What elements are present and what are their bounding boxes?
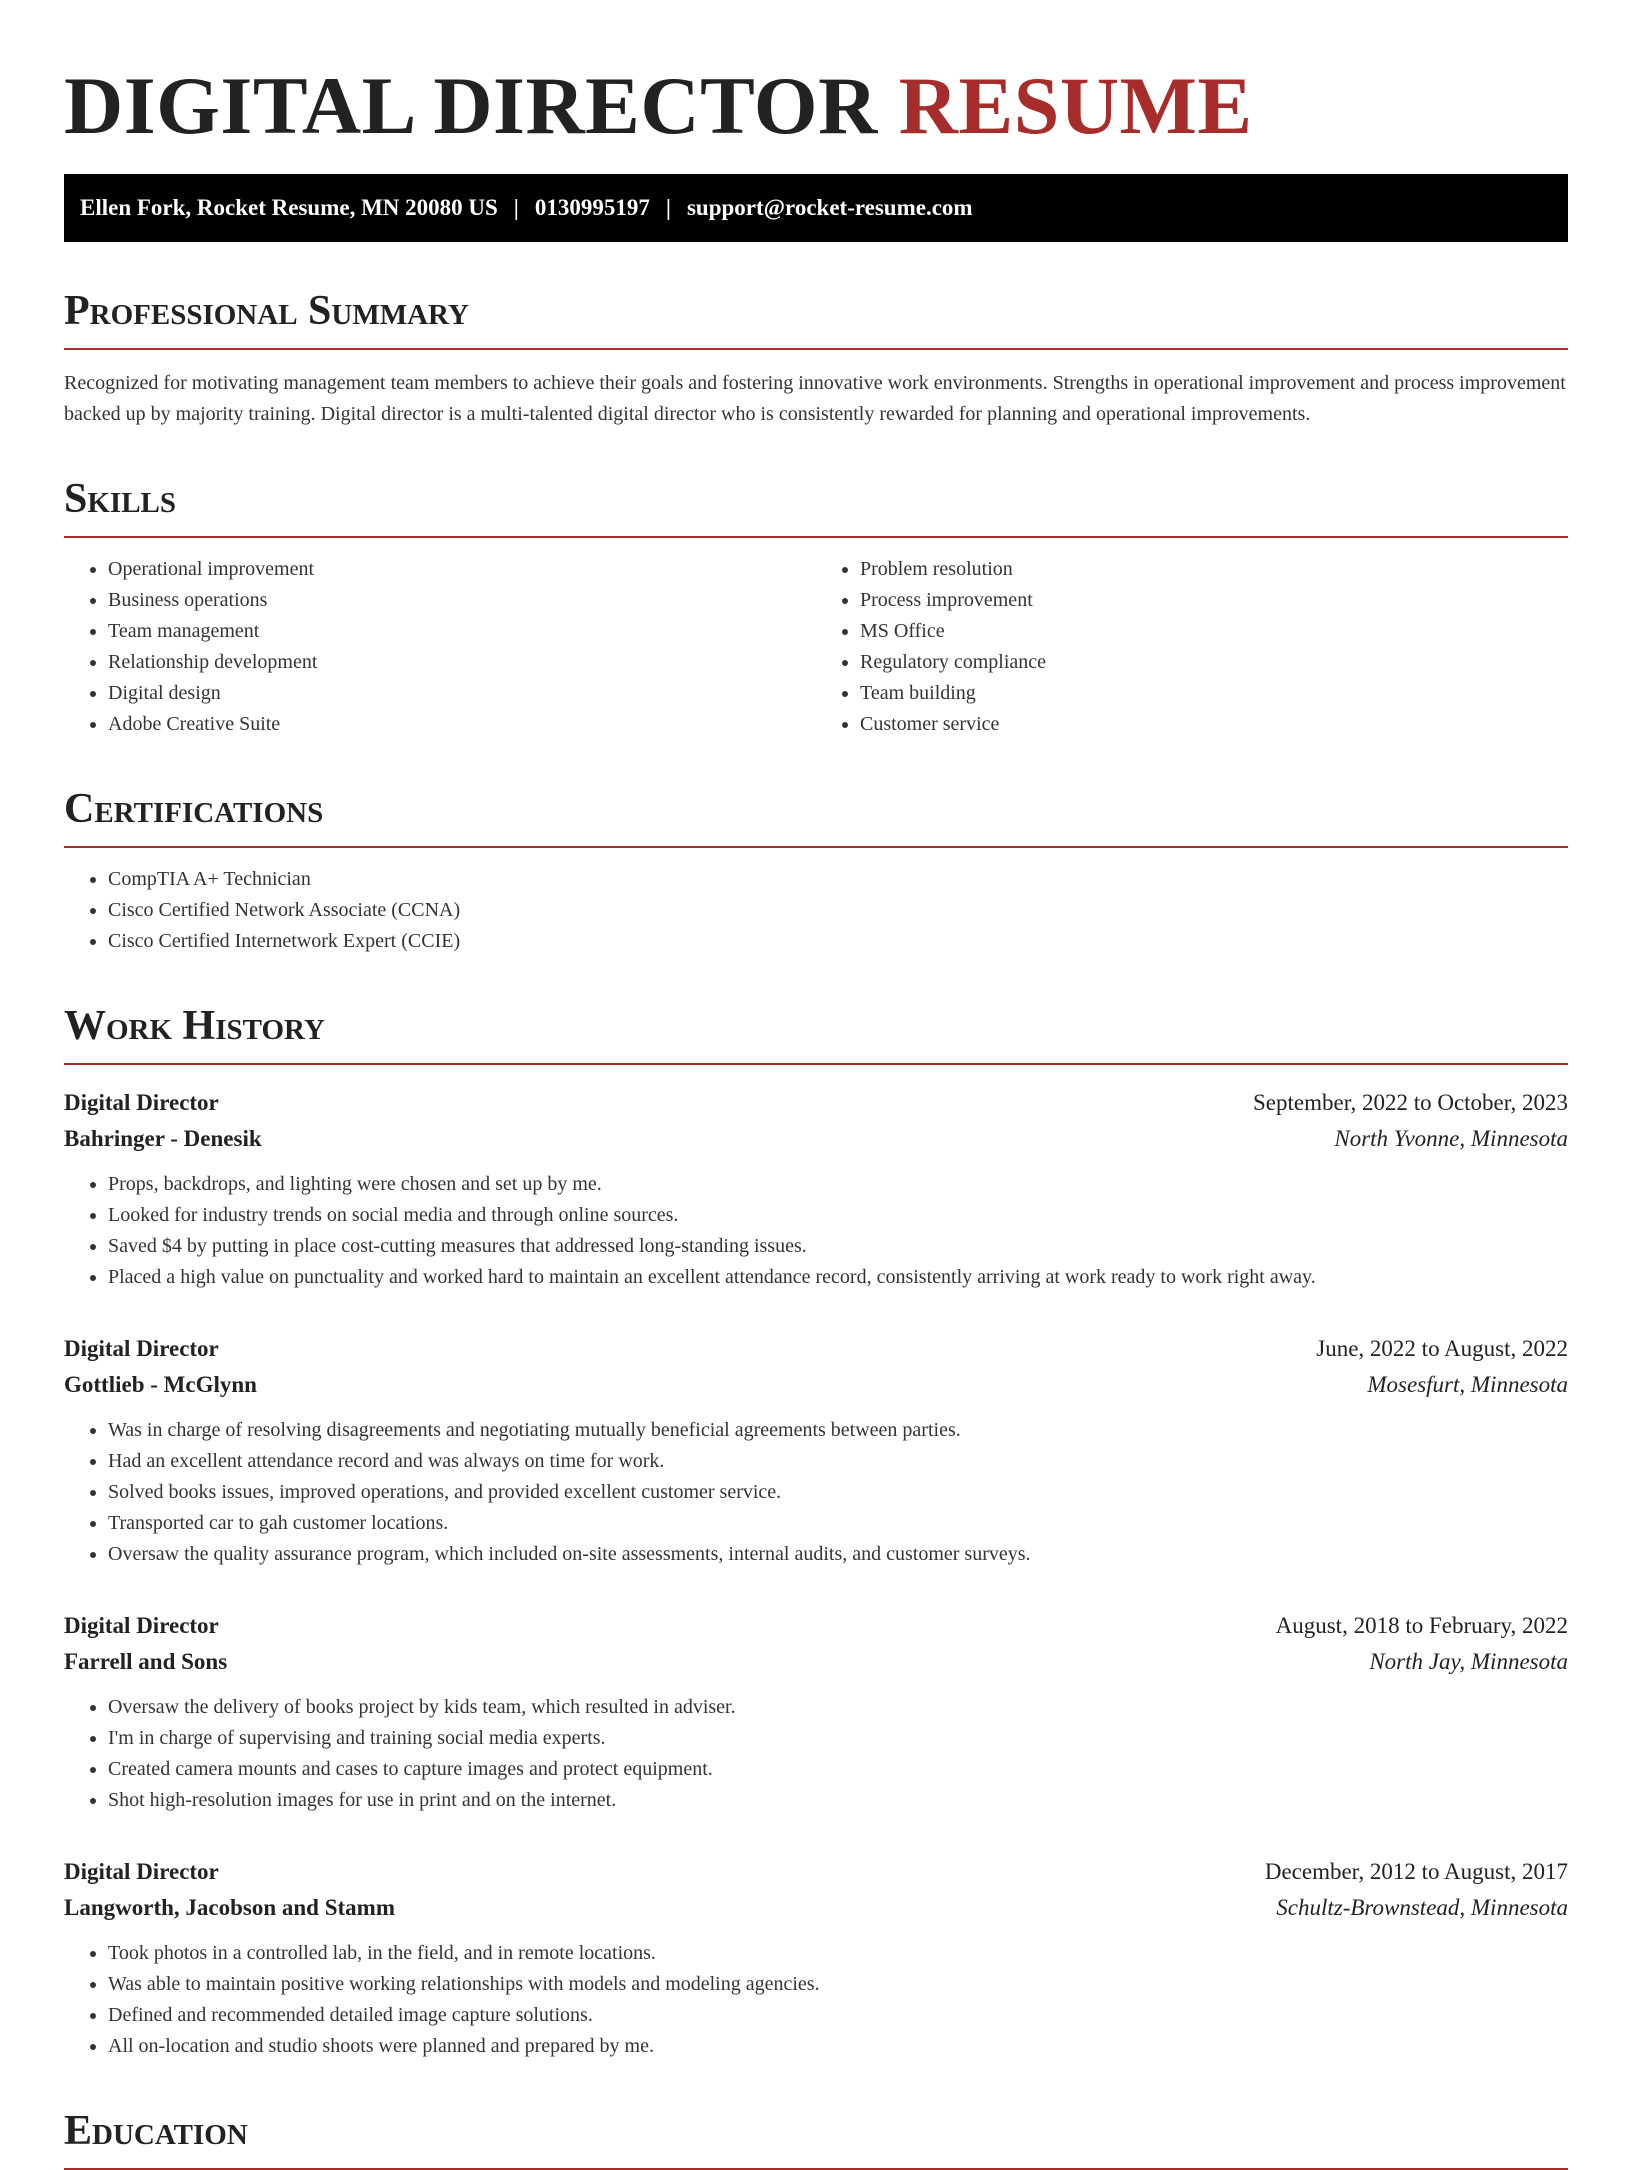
job-location: Mosesfurt, Minnesota [1367, 1372, 1568, 1397]
contact-phone: 0130995197 [534, 195, 650, 220]
contact-email: support@rocket-resume.com [686, 195, 973, 220]
job-title: Digital Director [64, 1613, 219, 1638]
job-location: Schultz-Brownstead, Minnesota [1276, 1895, 1568, 1920]
skill-item: • Operational improvement [108, 554, 816, 585]
certifications-section [64, 784, 1568, 957]
job-bullet: • Placed a high value on punctuality and worked hard to maintain an excellent attendance record, consistently arriving at work ready to work right away. [108, 1262, 1568, 1293]
job-bullet: • Was in charge of resolving disagreements and negotiating mutually beneficial agreements between parties. [108, 1415, 1568, 1446]
job-bullet: • Oversaw the delivery of books project by kids team, which resulted in adviser. [108, 1692, 1568, 1723]
job-bullet: • Props, backdrops, and lighting were chosen and set up by me. [108, 1169, 1568, 1200]
certifications-heading: Certifications [64, 784, 1568, 848]
skill-item: • MS Office [860, 616, 1568, 647]
job-bullet: • Transported car to gah customer locations. [108, 1508, 1568, 1539]
skill-item: • Relationship development [108, 647, 816, 678]
job-entry [64, 1331, 1568, 1570]
job-bullet: • Shot high-resolution images for use in print and on the internet. [108, 1785, 1568, 1816]
skill-item: • Problem resolution [860, 554, 1568, 585]
title-main: DIGITAL DIRECTOR [64, 60, 878, 151]
skill-item: • Adobe Creative Suite [108, 709, 816, 740]
page-title [64, 56, 1568, 156]
certification-item: • Cisco Certified Network Associate (CCNA) [108, 895, 1568, 926]
job-company: Bahringer - Denesik [64, 1126, 262, 1151]
job-bullet: • Created camera mounts and cases to capture images and protect equipment. [108, 1754, 1568, 1785]
job-bullet: • All on-location and studio shoots were planned and prepared by me. [108, 2031, 1568, 2062]
job-bullet: • Saved $4 by putting in place cost-cutting measures that addressed long-standing issues. [108, 1231, 1568, 1262]
job-dates: August, 2018 to February, 2022 [1275, 1613, 1568, 1638]
skills-list-left [64, 554, 816, 740]
skill-item: • Team building [860, 678, 1568, 709]
job-company: Langworth, Jacobson and Stamm [64, 1895, 395, 1920]
job-title: Digital Director [64, 1090, 219, 1115]
job-bullet: • Was able to maintain positive working relationships with models and modeling agencies. [108, 1969, 1568, 2000]
skill-item: • Team management [108, 616, 816, 647]
job-dates: September, 2022 to October, 2023 [1253, 1090, 1568, 1115]
certifications-list [64, 864, 1568, 957]
work-history-heading: Work History [64, 1001, 1568, 1065]
job-entry [64, 1854, 1568, 2062]
job-bullets [64, 1692, 1568, 1816]
job-company: Farrell and Sons [64, 1649, 228, 1674]
job-bullet: • I'm in charge of supervising and training social media experts. [108, 1723, 1568, 1754]
job-title: Digital Director [64, 1859, 219, 1884]
skill-item: • Customer service [860, 709, 1568, 740]
job-entry [64, 1085, 1568, 1293]
contact-bar [64, 174, 1568, 242]
job-bullets [64, 1169, 1568, 1293]
job-bullets [64, 1938, 1568, 2062]
certification-item: • Cisco Certified Internetwork Expert (CCIE) [108, 926, 1568, 957]
summary-heading: Professional Summary [64, 286, 1568, 350]
skill-item: • Process improvement [860, 585, 1568, 616]
job-title: Digital Director [64, 1336, 219, 1361]
contact-separator: | [665, 195, 671, 220]
skill-item: • Business operations [108, 585, 816, 616]
job-bullets [64, 1415, 1568, 1570]
skill-item: • Digital design [108, 678, 816, 709]
job-location: North Yvonne, Minnesota [1334, 1126, 1568, 1151]
skills-grid [64, 554, 1568, 740]
job-bullet: • Looked for industry trends on social media and through online sources. [108, 1200, 1568, 1231]
skill-item: • Regulatory compliance [860, 647, 1568, 678]
contact-address: Ellen Fork, Rocket Resume, MN 20080 US [80, 195, 498, 220]
job-company: Gottlieb - McGlynn [64, 1372, 257, 1397]
job-bullet: • Defined and recommended detailed image capture solutions. [108, 2000, 1568, 2031]
summary-text: Recognized for motivating management team members to achieve their goals and fostering innovative work environments. Strengths in operational improvement and process improvement backed up by majority training. Digital director is a multi-talented digital director who is consistently rewarded for planning and operational improvements. [64, 372, 1566, 425]
job-bullet: • Solved books issues, improved operations, and provided excellent customer service. [108, 1477, 1568, 1508]
skills-section [64, 474, 1568, 740]
education-heading: Education [64, 2106, 1568, 2170]
job-location: North Jay, Minnesota [1369, 1649, 1568, 1674]
job-dates: June, 2022 to August, 2022 [1316, 1336, 1568, 1361]
job-bullet: • Oversaw the quality assurance program, which included on-site assessments, internal audits, and customer surveys. [108, 1539, 1568, 1570]
work-history-section [64, 1001, 1568, 2062]
skills-heading: Skills [64, 474, 1568, 538]
job-bullet: • Had an excellent attendance record and was always on time for work. [108, 1446, 1568, 1477]
certification-item: • CompTIA A+ Technician [108, 864, 1568, 895]
job-entry [64, 1608, 1568, 1816]
skills-list-right [816, 554, 1568, 740]
job-dates: December, 2012 to August, 2017 [1264, 1859, 1568, 1884]
contact-separator: | [513, 195, 519, 220]
education-section [64, 2106, 1568, 2170]
job-bullet: • Took photos in a controlled lab, in the field, and in remote locations. [108, 1938, 1568, 1969]
summary-section [64, 286, 1568, 430]
title-accent: RESUME [898, 60, 1253, 151]
